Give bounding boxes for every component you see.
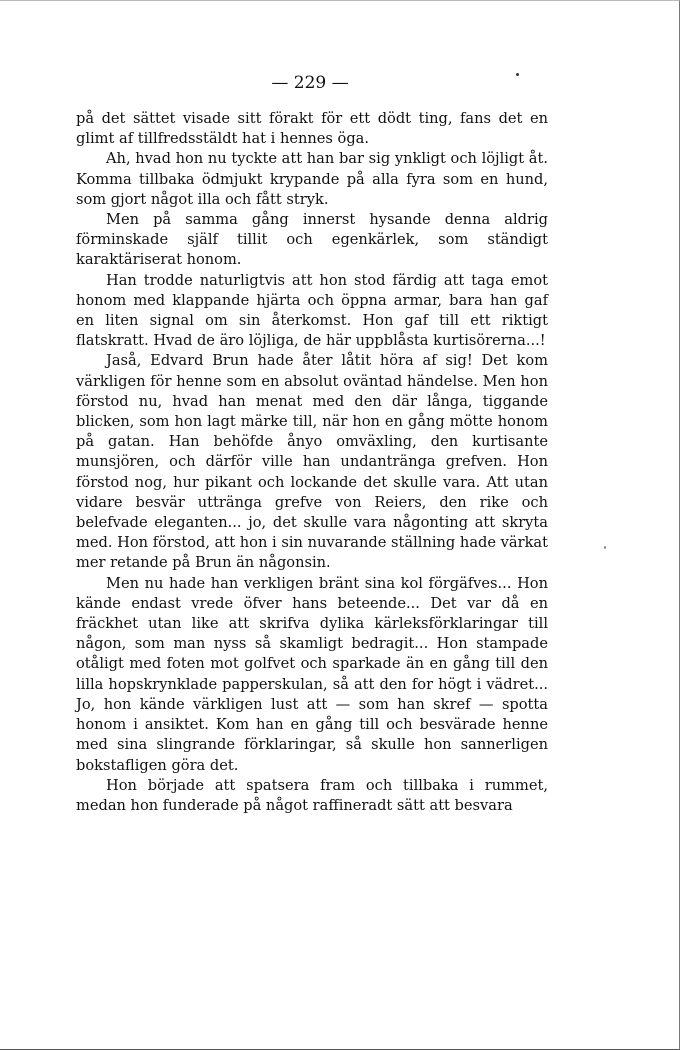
page-number: — 229 — bbox=[271, 73, 349, 93]
paragraph-7: Hon började att spatsera fram och tillbaka i rummet, medan hon funderade på något raffineradt sätt att besvara bbox=[76, 776, 548, 814]
print-speck bbox=[516, 73, 519, 76]
paragraph-6: Men nu hade han verkligen bränt sina kol förgäfves... Hon kände endast vrede öfver hans beteende... Det var då en fräckhet utan like att skrifva dylika kärleksförklaringar till någon, som man nyss så skamligt bedragit... Hon stampade otåligt med foten mot golfvet och sparkade än en gång till den lilla hopskrynklade papperskulan, så att den for högt i vädret... Jo, hon kände värkligen lust att — som han skref — spotta honom i ansiktet. Kom han en gång till och besvärade henne med sina slingrande förklaringar, så skulle hon sannerligen bokstafligen göra det. bbox=[76, 574, 548, 774]
paragraph-1: på det sättet visade sitt förakt för ett dödt ting, fans det en glimt af tillfredsstäldt hat i hennes öga. bbox=[76, 110, 548, 148]
paragraph-3: Men på samma gång innerst hysande denna aldrig förminskade själf tillit och egenkärlek, som ständigt karaktäriserat honom. bbox=[76, 211, 548, 269]
paragraph-4: Han trodde naturligtvis att hon stod färdig att taga emot honom med klappande hjärta och öppna armar, bara han gaf en liten signal om sin återkomst. Hon gaf till ett riktigt flatskratt. Hvad de äro löjliga, de här uppblåsta kurtisörerna...! bbox=[76, 271, 548, 350]
paragraph-2: Ah, hvad hon nu tyckte att han bar sig ynkligt och löjligt åt. Komma tillbaka ödmjukt krypande på alla fyra som en hund, som gjort något illa och fått stryk. bbox=[76, 150, 548, 208]
print-speck bbox=[604, 546, 606, 549]
body-text bbox=[76, 109, 548, 816]
paragraph-5: Jaså, Edvard Brun hade åter låtit höra af sig! Det kom värkligen för henne som en absolut oväntad händelse. Men hon förstod nu, hvad han menat med den där långa, tiggande blicken, som hon lagt märke till, när hon en gång mötte honom på gatan. Han behöfde ånyo omväxling, den kurtisante munsjören, och därför ville han undantränga grefven. Hon förstod nog, hur pikant och lockande det skulle vara. Att utan vidare besvär uttränga grefve von Reiers, den rike och belefvade eleganten... jo, det skulle vara någonting att skryta med. Hon förstod, att hon i sin nuvarande ställning hade värkat mer retande på Brun än någonsin. bbox=[76, 352, 548, 572]
